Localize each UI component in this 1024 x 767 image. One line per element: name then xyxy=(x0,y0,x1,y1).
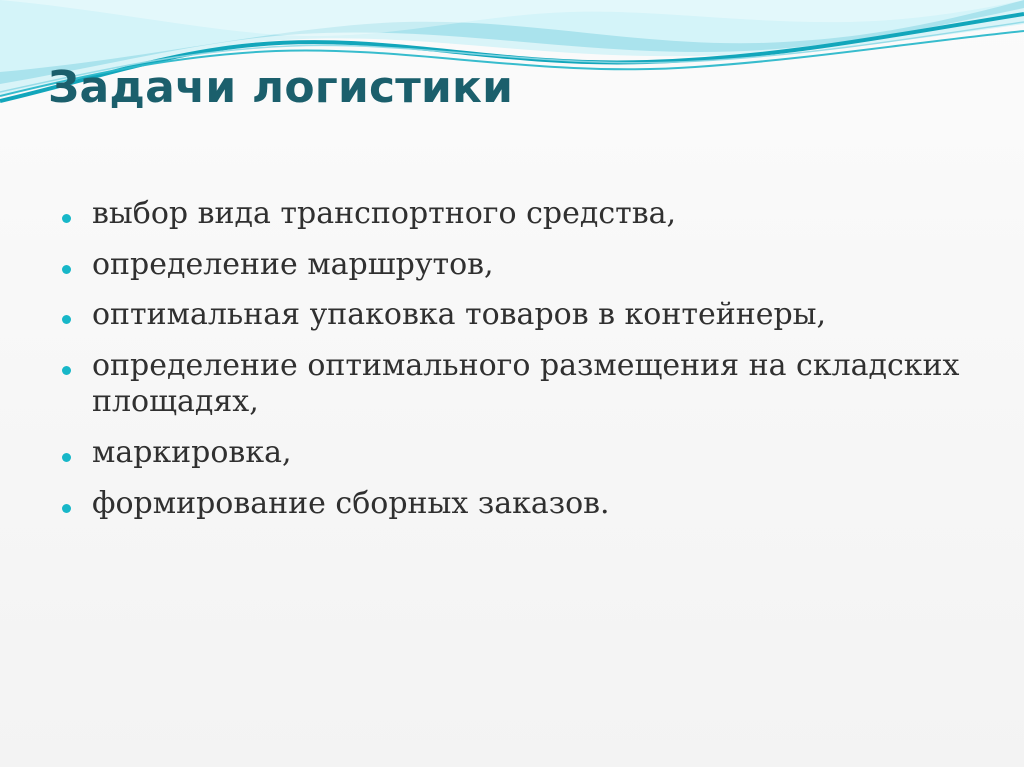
bullet-item: выбор вида транспортного средства, xyxy=(62,196,962,233)
bullet-item: оптимальная упаковка товаров в контейнеры, xyxy=(62,297,962,334)
bullet-item: определение оптимального размещения на складских площадях, xyxy=(62,348,962,421)
bullet-list xyxy=(62,196,962,536)
bullet-item: определение маршрутов, xyxy=(62,247,962,284)
slide-title: Задачи логистики xyxy=(48,62,514,113)
bullet-item: формирование сборных заказов. xyxy=(62,486,962,523)
bullet-item: маркировка, xyxy=(62,435,962,472)
